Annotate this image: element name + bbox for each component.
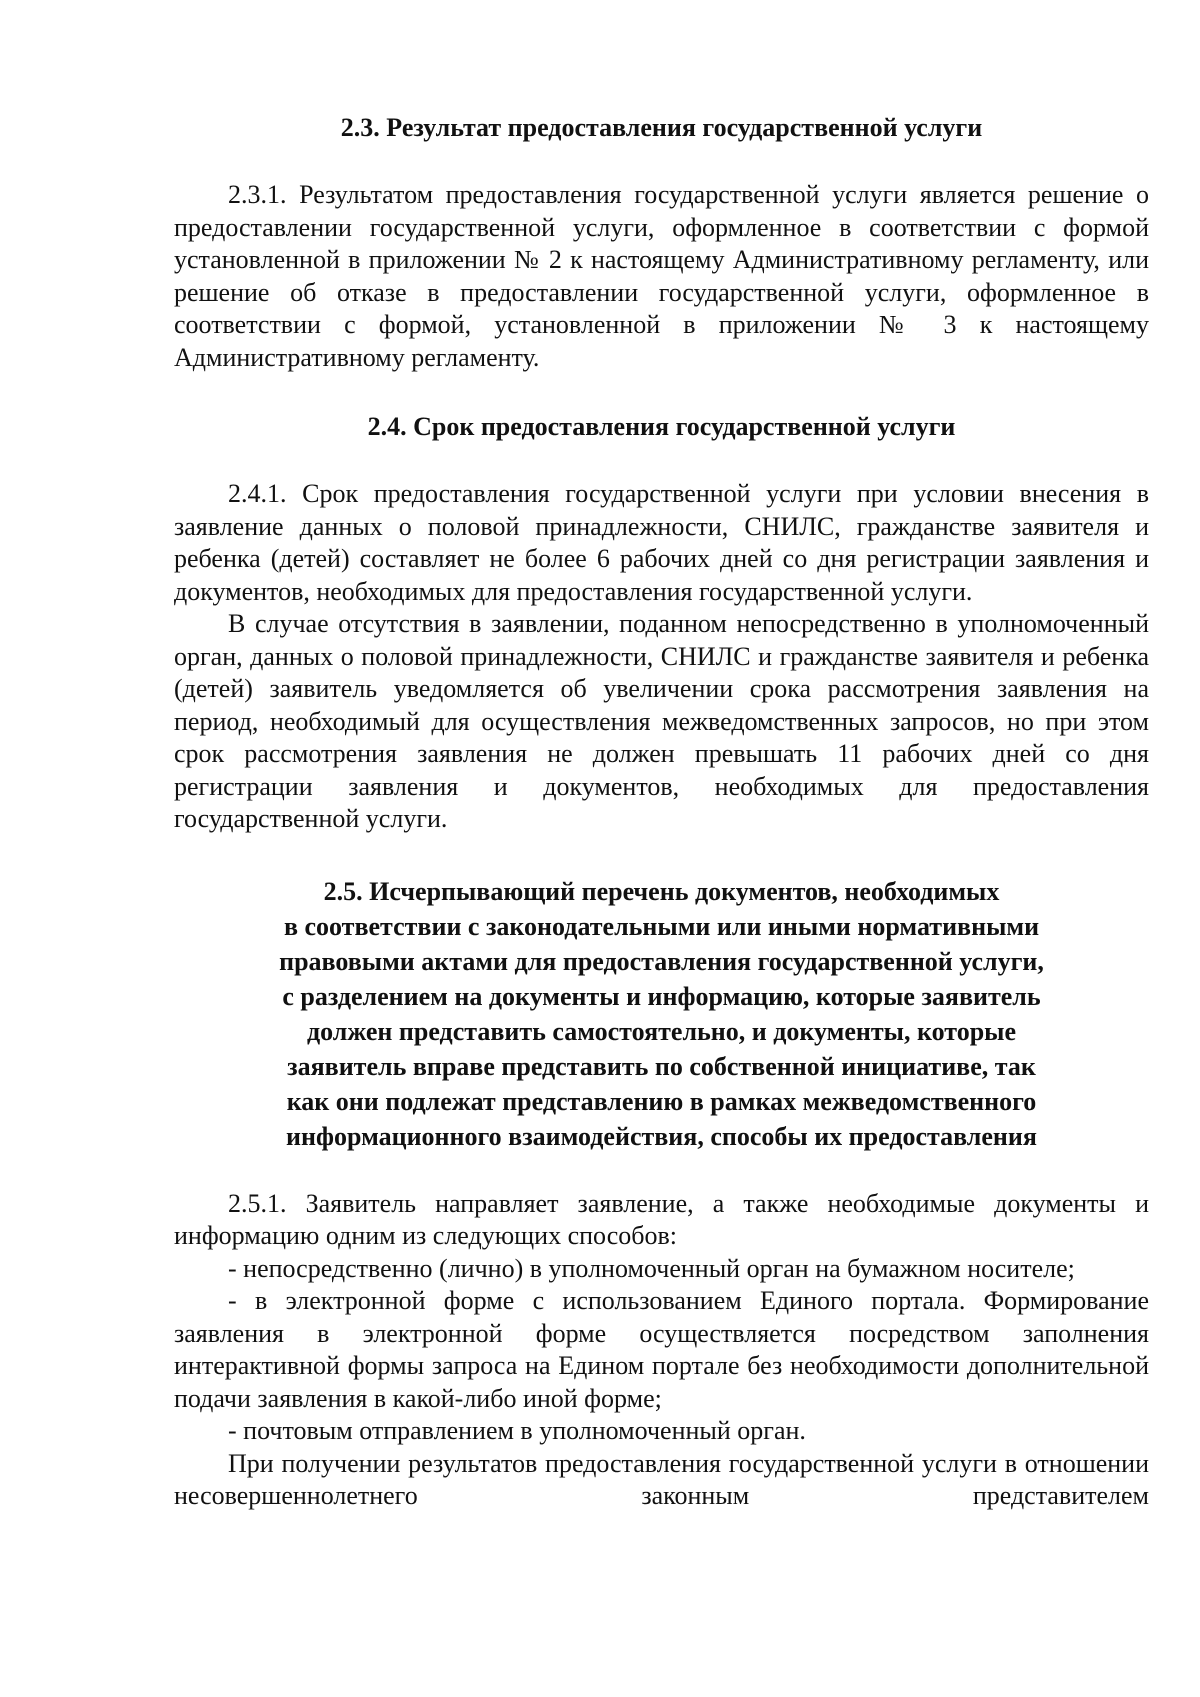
section-2-5-heading	[174, 874, 1149, 1154]
section-2-3-heading: 2.3. Результат предоставления государственной услуги	[340, 113, 983, 142]
section-2-4-paragraph-1: 2.4.1. Срок предоставления государственной услуги при условии внесения в заявление данных о половой принадлежности, СНИЛС, гражданстве заявителя и ребенка (детей) составляет не более 6 рабочих дней со дня регистрации заявления и документов, необходимых для предоставления государственной услуги.	[174, 479, 1149, 606]
section-2-5-heading-line: правовыми актами для предоставления государственной услуги,	[279, 946, 1044, 976]
section-2-5-heading-line: заявитель вправе представить по собственной инициативе, так	[287, 1051, 1036, 1081]
section-2-5-heading-line: должен представить самостоятельно, и документы, которые	[306, 1016, 1016, 1046]
section-2-5-heading-line: как они подлежат представлению в рамках межведомственного	[286, 1086, 1037, 1116]
document-content	[174, 110, 1149, 1513]
section-2-5-heading-line: в соответствии с законодательными или иными нормативными	[283, 911, 1040, 941]
section-2-3-paragraph-1: 2.3.1. Результатом предоставления государственной услуги является решение о предоставлении государственной услуги, оформленное в соответствии с формой установленной в приложении № 2 к настоящему Административному регламенту, или решение об отказе в предоставлении государственной услуги, оформленное в соответствии с формой, установленной в приложении № 3 к настоящему Административному регламенту.	[174, 180, 1149, 372]
section-2-5-heading-line: с разделением на документы и информацию, которые заявитель	[282, 981, 1041, 1011]
section-2-5-paragraph-1: 2.5.1. Заявитель направляет заявление, а также необходимые документы и информацию одним из следующих способов:	[174, 1188, 1149, 1250]
section-2-5-heading-line: 2.5. Исчерпывающий перечень документов, необходимых	[323, 876, 1000, 906]
section-2-4-paragraph-2: В случае отсутствия в заявлении, поданном непосредственно в уполномоченный орган, данных о половой принадлежности, СНИЛС и гражданстве заявителя и ребенка (детей) заявитель уведомляется об увеличении срока рассмотрения заявления на период, необходимый для осуществления межведомственных запросов, но при этом срок рассмотрения заявления не должен превышать 11 рабочих дней со дня регистрации заявления и документов, необходимых для предоставления государственной услуги.	[174, 609, 1149, 833]
section-2-5-heading-line: информационного взаимодействия, способы их предоставления	[286, 1121, 1037, 1151]
section-2-4-heading: 2.4. Срок предоставления государственной услуги	[367, 412, 956, 441]
section-2-5-list-item-postal: - почтовым отправлением в уполномоченный орган.	[228, 1416, 806, 1445]
section-2-5-paragraph-representative: При получении результатов предоставления государственной услуги в отношении несовершеннолетнего законным представителем	[174, 1448, 1149, 1510]
section-2-5-list-item-electronic: - в электронной форме с использованием Единого портала. Формирование заявления в электронной форме осуществляется посредством заполнения интерактивной формы запроса на Едином портале без необходимости дополнительной подачи заявления в какой-либо иной форме;	[174, 1286, 1149, 1413]
section-2-5-list-item-in-person: - непосредственно (лично) в уполномоченный орган на бумажном носителе;	[228, 1253, 1075, 1283]
